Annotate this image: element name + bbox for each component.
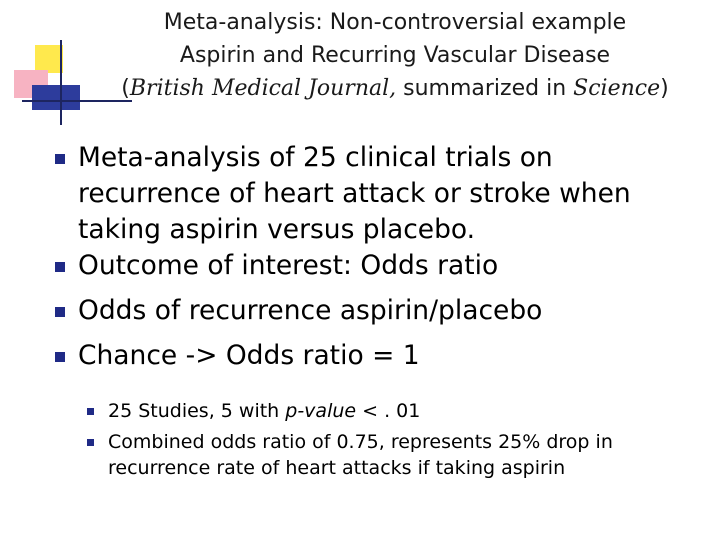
bullet-item-3: [78, 293, 542, 329]
title-line-2: Aspirin and Recurring Vascular Disease: [179, 43, 611, 68]
title-source: Science: [573, 76, 661, 101]
decor-vertical-line: [60, 40, 62, 125]
sub-bullet-item-1: [108, 398, 420, 424]
sub-bullet-2-line-2: recurrence rate of heart attacks if taking aspirin: [108, 457, 566, 479]
bullet-item-4: [78, 338, 420, 374]
sub-bullet-1-suffix: < . 01: [356, 400, 421, 422]
bullet-3-text: Odds of recurrence aspirin/placebo: [78, 295, 543, 326]
title-line-3: [75, 72, 715, 105]
bullet-1-line-1: Meta-analysis of 25 clinical trials on: [78, 142, 553, 173]
bullet-1-line-3: taking aspirin versus placebo.: [78, 214, 476, 245]
sub-bullet-2-line-1: Combined odds ratio of 0.75, represents 25% drop in: [108, 431, 613, 453]
bullet-item-2: [78, 248, 498, 284]
bullet-2-text: Outcome of interest: Odds ratio: [78, 250, 499, 281]
bullet-item-1: [78, 140, 631, 248]
title-line-1: Meta-analysis: Non-controversial example: [163, 10, 627, 35]
bullet-1-line-2: recurrence of heart attack or stroke when: [78, 178, 631, 209]
sub-bullet-1-prefix: 25 Studies, 5 with: [108, 400, 286, 422]
sub-bullet-item-2: [108, 429, 613, 481]
slide-title: [75, 6, 715, 105]
title-paren-open: (: [121, 76, 130, 101]
title-paren-close: ): [660, 76, 669, 101]
title-summarized: summarized in: [396, 76, 574, 101]
decor-yellow-square: [35, 45, 63, 73]
decor-blue-square: [32, 85, 80, 110]
sub-bullet-1-text: [108, 398, 420, 424]
sub-bullet-1-italic: p-value: [285, 400, 357, 422]
bullet-4-text: Chance -> Odds ratio = 1: [78, 340, 420, 371]
title-journal: British Medical Journal,: [129, 76, 397, 101]
